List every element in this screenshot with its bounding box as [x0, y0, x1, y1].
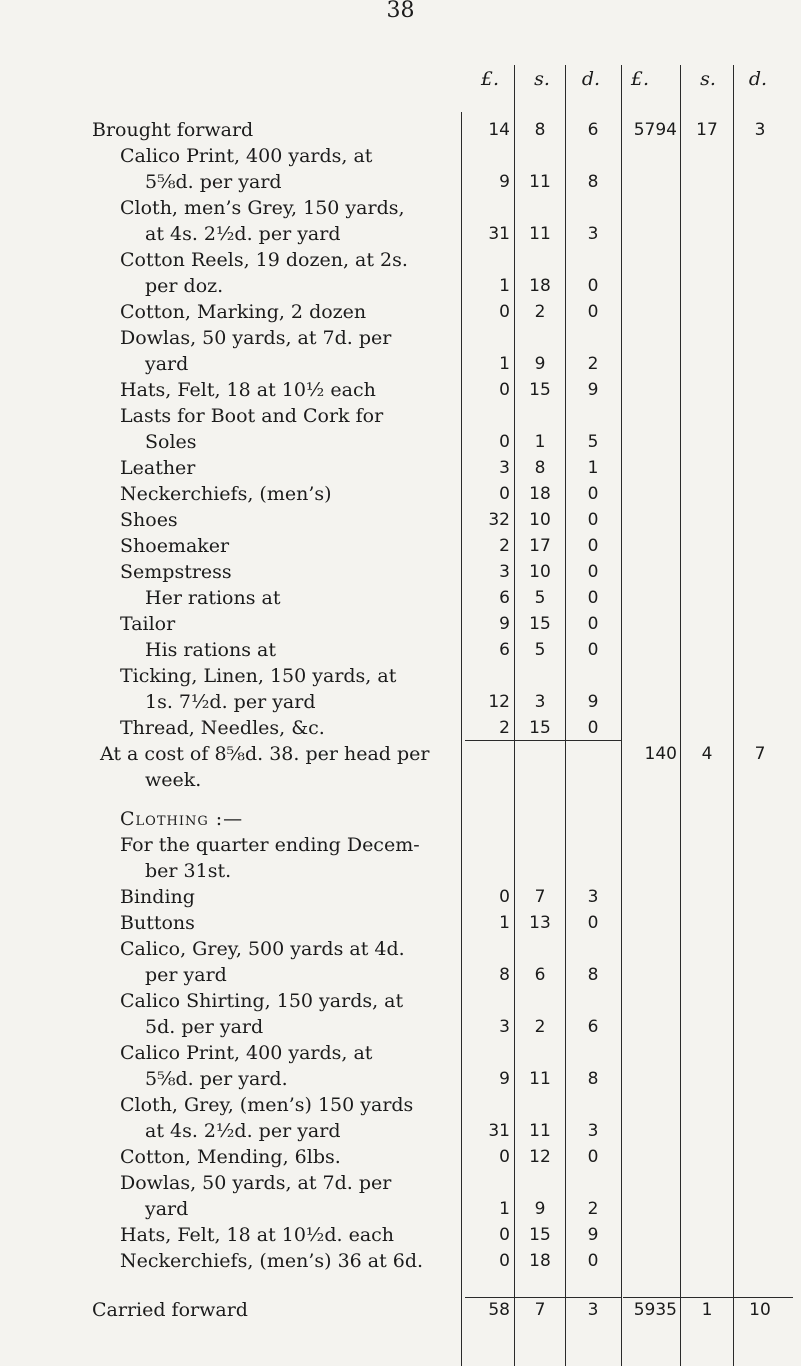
amount-d: 2: [587, 1199, 599, 1219]
row-description: Calico Print, 400 yards, at: [120, 1042, 373, 1064]
amount-s: 7: [534, 887, 546, 907]
row-description: Clothing :—: [120, 808, 244, 830]
row-description: Dowlas, 50 yards, at 7d. per: [120, 327, 392, 349]
amount-s: 10: [529, 562, 551, 582]
amount-s: 6: [534, 965, 546, 985]
amount-d: 9: [587, 692, 599, 712]
amount-l: 1: [499, 1199, 510, 1219]
ledger-row: [0, 611, 801, 637]
ledger-row: [0, 143, 801, 169]
amount-s: 18: [529, 1251, 551, 1271]
header-pounds-total: £.: [630, 68, 650, 90]
amount-l: 3: [499, 1017, 510, 1037]
amount-l: 0: [499, 302, 510, 322]
row-description: 5d. per yard: [145, 1016, 264, 1038]
amount-l: 9: [499, 1069, 510, 1089]
ledger-row: [0, 1170, 801, 1196]
amount-s: 8: [534, 120, 546, 140]
row-description: Dowlas, 50 yards, at 7d. per: [120, 1172, 392, 1194]
ledger-row: [0, 247, 801, 273]
amount-l: 0: [499, 380, 510, 400]
header-pence-total: d.: [748, 68, 768, 90]
amount-l: 31: [488, 224, 510, 244]
amount-d: 0: [587, 718, 599, 738]
amount-l: 58: [488, 1300, 510, 1320]
amount-l: 1: [499, 913, 510, 933]
row-description: Ticking, Linen, 150 yards, at: [120, 665, 397, 687]
amount-l: 0: [499, 1225, 510, 1245]
amount-d: 3: [587, 1121, 599, 1141]
amount-l: 3: [499, 562, 510, 582]
row-description: Shoemaker: [120, 535, 230, 557]
ledger-row: [0, 429, 801, 455]
amount-s: 17: [529, 536, 551, 556]
amount-s: 11: [529, 172, 551, 192]
ledger-row: [0, 884, 801, 910]
ledger-row: [0, 962, 801, 988]
row-description: Cloth, Grey, (men’s) 150 yards: [120, 1094, 414, 1116]
row-description: Calico Shirting, 150 yards, at: [120, 990, 404, 1012]
ledger-row: [0, 533, 801, 559]
amount-s: 1: [534, 432, 546, 452]
amount-d: 0: [587, 614, 599, 634]
ledger-row: [0, 377, 801, 403]
amount-s: 9: [534, 1199, 546, 1219]
amount-d: 0: [587, 1147, 599, 1167]
amount-S: 4: [701, 744, 713, 764]
row-description: Buttons: [120, 912, 195, 934]
ledger-row: [0, 767, 801, 793]
row-description: Her rations at: [145, 587, 281, 609]
amount-d: 3: [587, 1300, 599, 1320]
amount-s: 18: [529, 484, 551, 504]
amount-d: 0: [587, 913, 599, 933]
row-description: Brought forward: [92, 119, 254, 141]
row-description: at 4s. 2½d. per yard: [145, 223, 341, 245]
amount-s: 15: [529, 614, 551, 634]
amount-s: 15: [529, 1225, 551, 1245]
amount-l: 3: [499, 458, 510, 478]
amount-s: 5: [534, 588, 546, 608]
amount-l: 31: [488, 1121, 510, 1141]
row-description: yard: [145, 1198, 189, 1220]
amount-l: 0: [499, 1147, 510, 1167]
ledger-row: [0, 910, 801, 936]
amount-l: 2: [499, 536, 510, 556]
row-description: Cotton, Mending, 6lbs.: [120, 1146, 341, 1168]
ledger-row: [0, 832, 801, 858]
amount-s: 8: [534, 458, 546, 478]
amount-L: 5935: [633, 1300, 677, 1320]
amount-s: 15: [529, 380, 551, 400]
ledger-row: [0, 936, 801, 962]
amount-D: 7: [754, 744, 766, 764]
amount-d: 8: [587, 965, 599, 985]
amount-d: 0: [587, 302, 599, 322]
header-shillings: s.: [534, 68, 550, 90]
row-description: Calico Print, 400 yards, at: [120, 145, 373, 167]
header-pence: d.: [581, 68, 601, 90]
row-description: Neckerchiefs, (men’s): [120, 483, 332, 505]
amount-S: 1: [701, 1300, 713, 1320]
row-description: yard: [145, 353, 189, 375]
row-description: 5⅝d. per yard: [145, 171, 282, 193]
row-description: Lasts for Boot and Cork for: [120, 405, 384, 427]
ledger-row: [0, 585, 801, 611]
ledger-row: [0, 1066, 801, 1092]
row-description: at 4s. 2½d. per yard: [145, 1120, 341, 1142]
amount-s: 2: [534, 302, 546, 322]
ledger-row: [0, 1144, 801, 1170]
amount-d: 9: [587, 1225, 599, 1245]
amount-s: 11: [529, 1121, 551, 1141]
amount-s: 5: [534, 640, 546, 660]
amount-l: 1: [499, 276, 510, 296]
row-description: Thread, Needles, &c.: [120, 717, 325, 739]
amount-s: 11: [529, 224, 551, 244]
row-description: Shoes: [120, 509, 178, 531]
row-description: week.: [145, 769, 202, 791]
amount-L: 5794: [633, 120, 677, 140]
ledger-row: [0, 741, 801, 767]
row-description: Leather: [120, 457, 196, 479]
row-description: At a cost of 8⅝d. 38. per head per: [100, 743, 430, 765]
amount-l: 8: [499, 965, 510, 985]
ledger-row: [0, 481, 801, 507]
ledger-row: [0, 1014, 801, 1040]
amount-d: 0: [587, 640, 599, 660]
amount-l: 1: [499, 354, 510, 374]
ledger-row: [0, 169, 801, 195]
row-description: Carried forward: [92, 1299, 248, 1321]
ledger-row: [0, 689, 801, 715]
ledger-row: [0, 1222, 801, 1248]
ledger-row: [0, 403, 801, 429]
row-description: Hats, Felt, 18 at 10½ each: [120, 379, 376, 401]
ledger-row: [0, 715, 801, 741]
row-description: Tailor: [120, 613, 176, 635]
ledger-row: [0, 117, 801, 143]
amount-s: 15: [529, 718, 551, 738]
row-description: per yard: [145, 964, 227, 986]
amount-l: 0: [499, 887, 510, 907]
amount-d: 3: [587, 224, 599, 244]
row-description: Hats, Felt, 18 at 10½d. each: [120, 1224, 395, 1246]
ledger-row: [0, 1196, 801, 1222]
amount-l: 9: [499, 172, 510, 192]
amount-d: 1: [587, 458, 599, 478]
amount-s: 2: [534, 1017, 546, 1037]
amount-l: 0: [499, 484, 510, 504]
row-description: His rations at: [145, 639, 276, 661]
amount-s: 18: [529, 276, 551, 296]
amount-s: 9: [534, 354, 546, 374]
amount-l: 6: [499, 640, 510, 660]
row-description: For the quarter ending Decem-: [120, 834, 420, 856]
row-description: Binding: [120, 886, 195, 908]
amount-l: 12: [488, 692, 510, 712]
amount-d: 8: [587, 1069, 599, 1089]
row-description: 5⅝d. per yard.: [145, 1068, 288, 1090]
ledger-row: [0, 1092, 801, 1118]
amount-d: 0: [587, 510, 599, 530]
amount-d: 0: [587, 484, 599, 504]
ledger-row: [0, 325, 801, 351]
row-description: Cotton Reels, 19 dozen, at 2s.: [120, 249, 408, 271]
ledger-row: [0, 273, 801, 299]
amount-l: 2: [499, 718, 510, 738]
ledger-row: [0, 1118, 801, 1144]
ledger-row: [0, 195, 801, 221]
header-shillings-total: s.: [700, 68, 716, 90]
amount-l: 6: [499, 588, 510, 608]
row-description: per doz.: [145, 275, 224, 297]
amount-d: 8: [587, 172, 599, 192]
ledger-row: [0, 1248, 801, 1274]
amount-d: 6: [587, 1017, 599, 1037]
amount-d: 0: [587, 588, 599, 608]
amount-d: 9: [587, 380, 599, 400]
ledger-row: [0, 299, 801, 325]
ledger-row: [0, 351, 801, 377]
ledger-row: [0, 637, 801, 663]
amount-L: 140: [644, 744, 677, 764]
row-description: Sempstress: [120, 561, 232, 583]
amount-d: 2: [587, 354, 599, 374]
amount-l: 14: [488, 120, 510, 140]
amount-s: 13: [529, 913, 551, 933]
amount-d: 5: [587, 432, 599, 452]
ledger-row: [0, 988, 801, 1014]
amount-l: 32: [488, 510, 510, 530]
amount-l: 0: [499, 432, 510, 452]
row-description: Cotton, Marking, 2 dozen: [120, 301, 367, 323]
ledger-row: [0, 221, 801, 247]
amount-d: 0: [587, 562, 599, 582]
ledger-row: [0, 806, 801, 832]
ledger-row: [0, 1040, 801, 1066]
amount-s: 11: [529, 1069, 551, 1089]
row-description: Calico, Grey, 500 yards at 4d.: [120, 938, 405, 960]
amount-s: 10: [529, 510, 551, 530]
ledger-row: [0, 858, 801, 884]
ledger-row: [0, 1297, 801, 1323]
amount-D: 10: [749, 1300, 771, 1320]
row-description: Cloth, men’s Grey, 150 yards,: [120, 197, 405, 219]
amount-d: 6: [587, 120, 599, 140]
page-number: 38: [386, 0, 415, 23]
amount-d: 0: [587, 276, 599, 296]
amount-l: 0: [499, 1251, 510, 1271]
ledger-row: [0, 455, 801, 481]
ledger-row: [0, 663, 801, 689]
amount-d: 0: [587, 1251, 599, 1271]
row-description: Soles: [145, 431, 197, 453]
amount-l: 9: [499, 614, 510, 634]
amount-S: 17: [696, 120, 718, 140]
ledger-row: [0, 507, 801, 533]
row-description: 1s. 7½d. per yard: [145, 691, 316, 713]
header-pounds: £.: [480, 68, 500, 90]
ledger-row: [0, 559, 801, 585]
amount-d: 0: [587, 536, 599, 556]
row-description: Neckerchiefs, (men’s) 36 at 6d.: [120, 1250, 424, 1272]
amount-D: 3: [754, 120, 766, 140]
row-description: ber 31st.: [145, 860, 232, 882]
amount-s: 3: [534, 692, 546, 712]
amount-s: 12: [529, 1147, 551, 1167]
amount-s: 7: [534, 1300, 546, 1320]
amount-d: 3: [587, 887, 599, 907]
